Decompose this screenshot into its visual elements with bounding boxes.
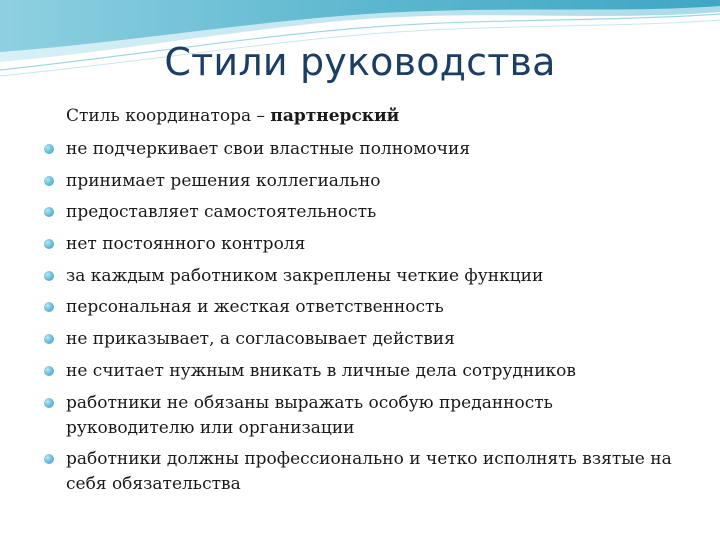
bullet-text: принимает решения коллегиально [66, 170, 381, 191]
bullet-item [44, 169, 684, 194]
bullet-text: работники должны профессионально и четко исполнять взятые на себя обязательства [66, 449, 672, 495]
bullet-item [44, 232, 684, 257]
bullet-text: не приказывает, а согласовывает действия [66, 329, 455, 350]
bullet-text: не считает нужным вникать в личные дела сотрудников [66, 360, 576, 381]
bullet-text: предоставляет самостоятельность [66, 202, 377, 223]
bullet-dot-icon [44, 207, 54, 217]
bullet-item [44, 327, 684, 352]
bullet-dot-icon [44, 271, 54, 281]
bullet-text: нет постоянного контроля [66, 234, 306, 255]
slide-title: Стили руководства [164, 40, 556, 84]
bullet-dot-icon [44, 144, 54, 154]
bullet-list [44, 137, 684, 504]
bullet-text: не подчеркивает свои властные полномочия [66, 139, 471, 159]
bullet-text: персональная и жесткая ответственность [66, 297, 444, 318]
intro-emphasis: партнерский [270, 106, 400, 126]
bullet-dot-icon [44, 454, 54, 464]
intro-line [66, 105, 696, 127]
bullet-item [44, 359, 684, 384]
intro-lead: Стиль координатора – [66, 106, 271, 126]
bullet-dot-icon [44, 239, 54, 249]
bullet-item [44, 264, 684, 289]
bullet-dot-icon [44, 176, 54, 186]
bullet-item [44, 391, 684, 441]
bullet-item [44, 137, 684, 162]
bullet-dot-icon [44, 398, 54, 408]
bullet-text: за каждым работником закреплены четкие функции [66, 265, 544, 286]
bullet-text: работники не обязаны выражать особую преданность руководителю или организации [66, 392, 553, 438]
bullet-item [44, 295, 684, 320]
bullet-dot-icon [44, 334, 54, 344]
bullet-item [44, 200, 684, 225]
bullet-dot-icon [44, 302, 54, 312]
bullet-dot-icon [44, 366, 54, 376]
bullet-item [44, 447, 684, 497]
